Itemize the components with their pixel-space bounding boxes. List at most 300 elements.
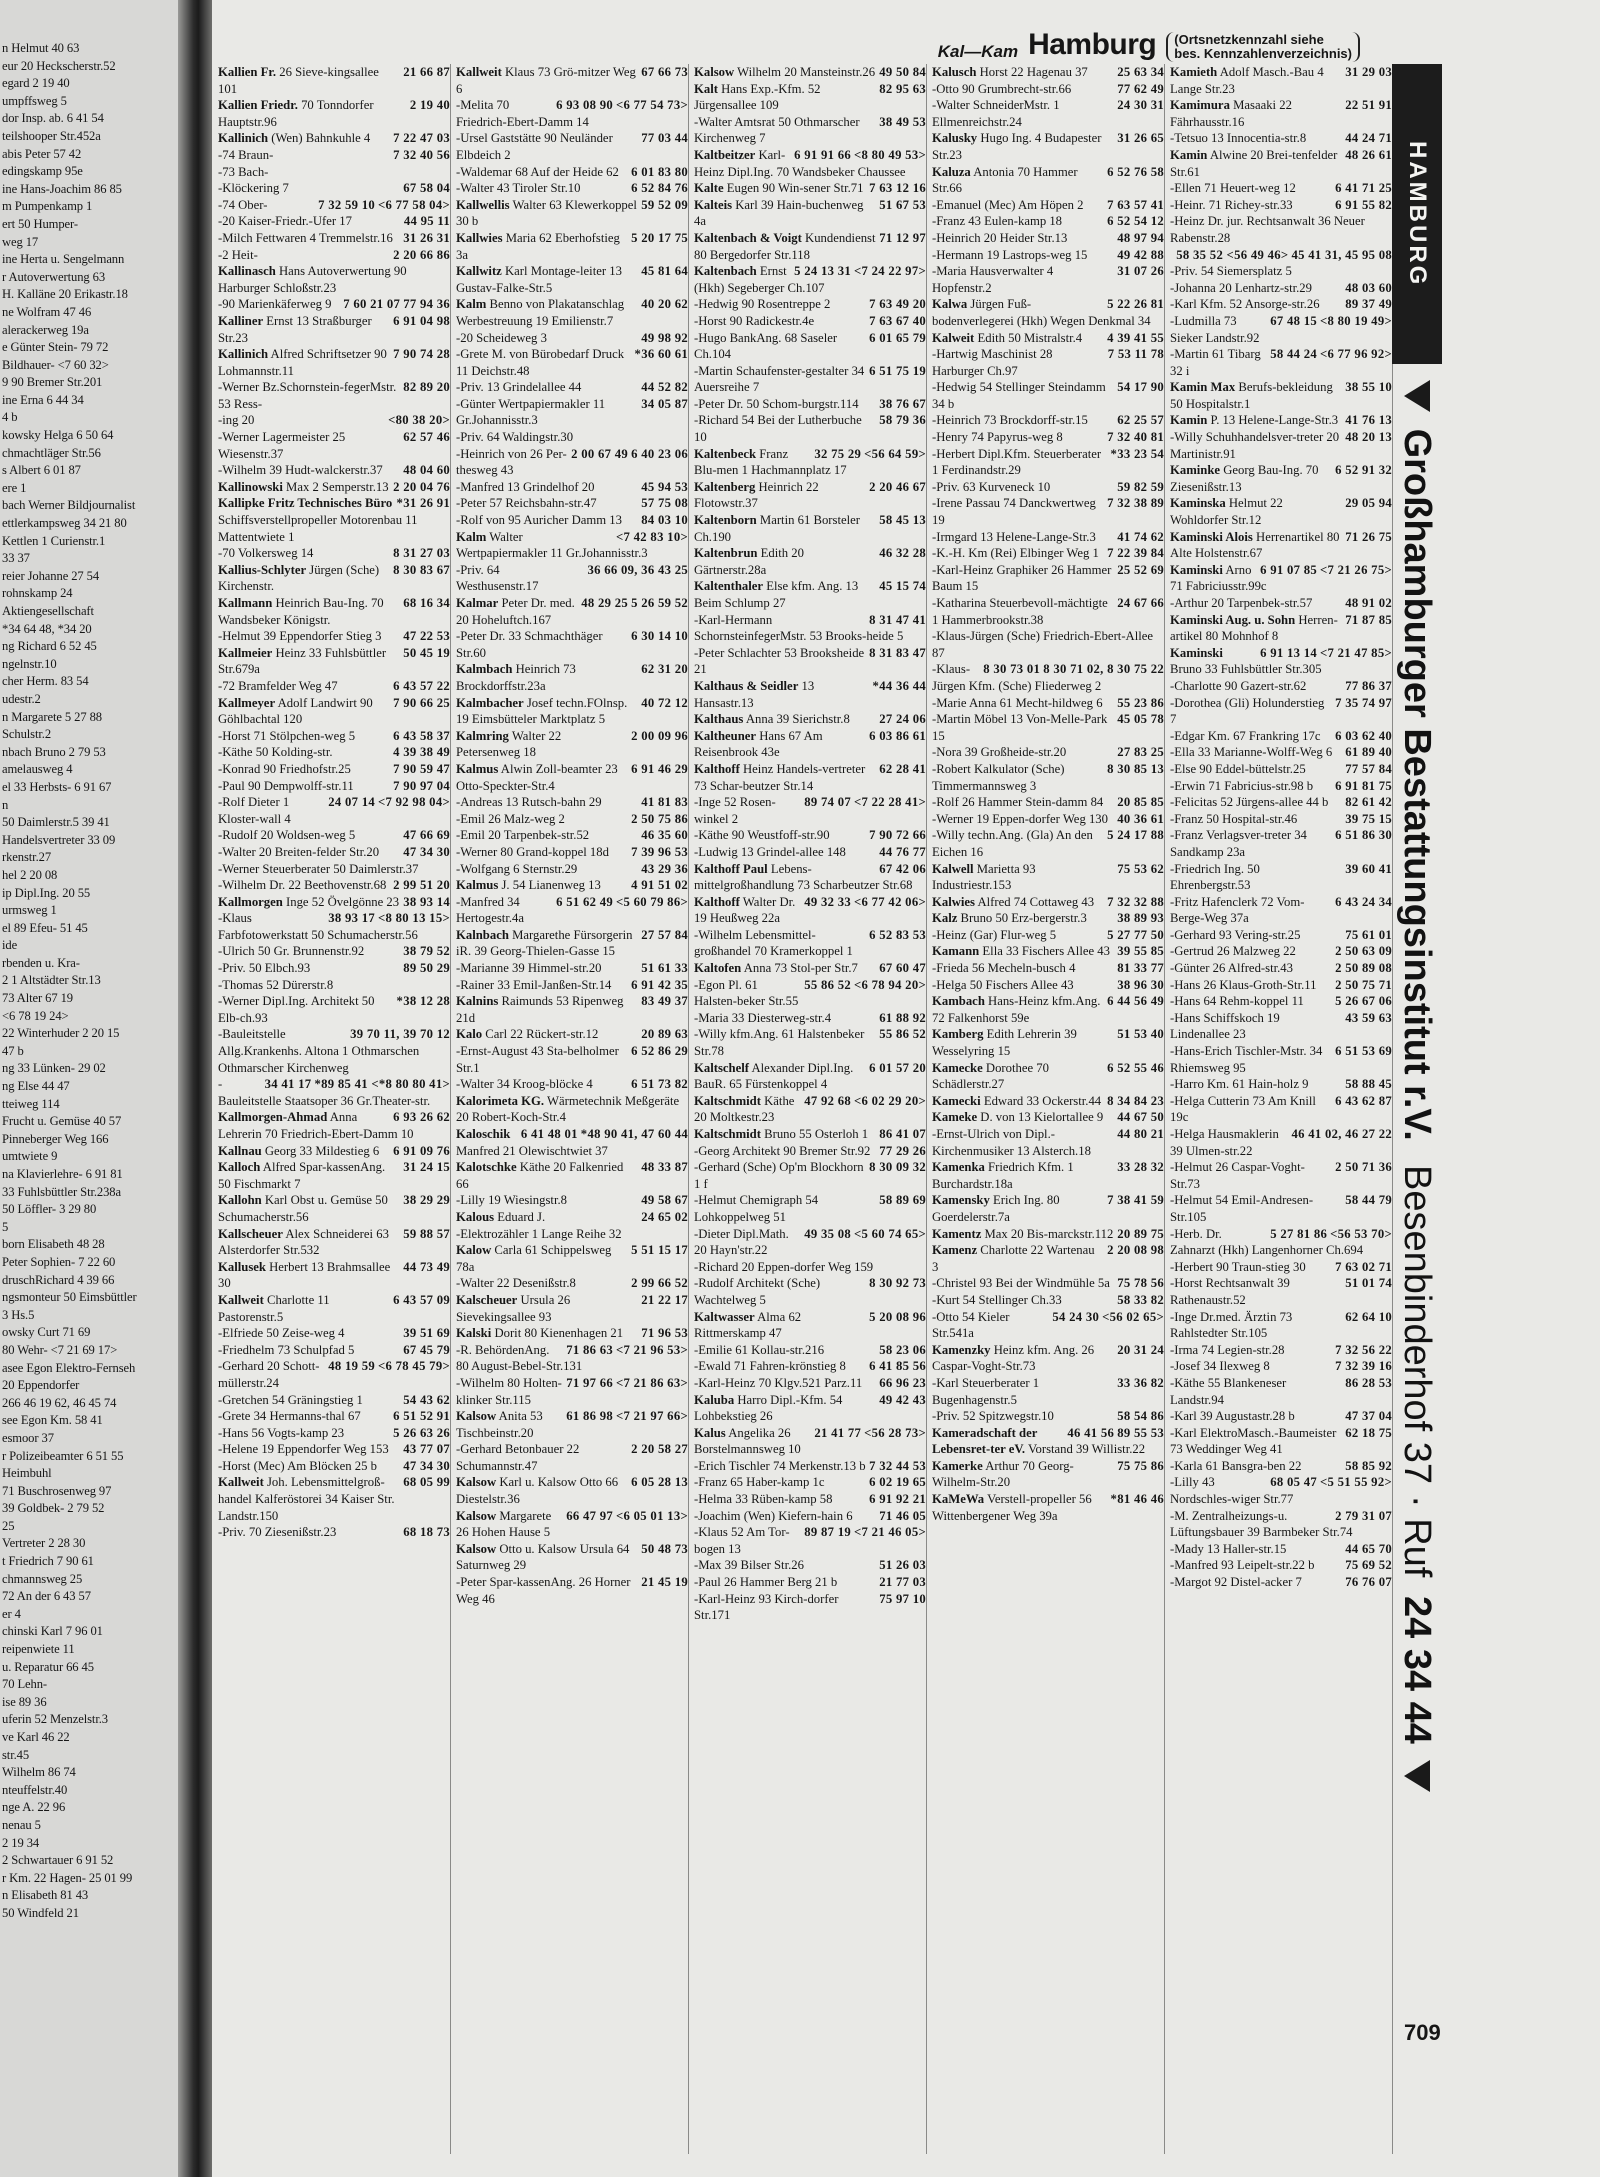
entry-details: Priv. 64 Waldingstr.30 <box>460 430 574 445</box>
entry-details: Karl-Heinz Dipl.Ing. 70 Wandsbeker Chaussee <box>694 147 906 179</box>
entry-dash: - <box>1170 1409 1175 1424</box>
directory-entry <box>218 545 450 562</box>
entry-details: Hans 67 Am Reisenbrook 43e <box>694 728 823 760</box>
entry-phone: 6 40 23 06 <box>631 446 688 461</box>
entry-dash: - <box>1170 264 1175 279</box>
entry-details: ing 20 <box>222 413 255 428</box>
entry-phone: 6 44 56 49 <box>1107 994 1164 1009</box>
entry-details: Herrenartikel 80 Alte Holstenstr.67 <box>1170 529 1340 561</box>
directory-entry <box>932 861 1164 894</box>
entry-phone: 22 51 91 <box>1345 98 1392 113</box>
entry-phone: 55 86 52 <box>879 1027 926 1042</box>
entry-dash: - <box>932 214 937 229</box>
directory-entry <box>694 728 926 761</box>
entry-dash: - <box>932 961 937 976</box>
entry-phone: 48 20 13 <box>1345 430 1392 445</box>
entry-dash: - <box>694 1375 699 1390</box>
directory-entry <box>456 1209 688 1226</box>
entry-phone: 46 35 60 <box>641 828 688 843</box>
entry-details: Richard 20 Eppen-dorfer Weg 159 <box>698 1259 874 1274</box>
entry-phone: 6 43 57 22 <box>393 678 450 693</box>
entry-details: Vorstand 39 Willistr.22 <box>1027 1442 1146 1457</box>
entry-phone: <6 77 58 04> <box>378 197 450 212</box>
directory-entry <box>456 1541 688 1574</box>
entry-name: Kaltenbrun <box>694 546 758 561</box>
book-gutter <box>178 0 212 2177</box>
entry-details: Herbert Dipl.Kfm. Steuerberater 1 Ferdinandstr.29 <box>932 446 1102 478</box>
entry-dash: - <box>456 795 461 810</box>
entry-dash: - <box>1170 761 1175 776</box>
entry-phone: 4 39 41 55 <box>1107 330 1164 345</box>
directory-entry <box>1170 1557 1392 1574</box>
entry-name: Kallweit <box>218 1475 264 1490</box>
entry-phone: 46 41 56 <box>1067 1425 1115 1440</box>
directory-entry <box>1170 1425 1392 1458</box>
entry-details: Friedrich Ing. 50 Ehrenbergstr.53 <box>1170 861 1260 893</box>
entry-dash: - <box>932 1292 937 1307</box>
entry-dash: - <box>456 98 461 113</box>
entry-phone: 31 26 65 <box>1117 131 1164 146</box>
directory-entry <box>694 578 926 611</box>
entry-dash: - <box>1170 1541 1175 1556</box>
entry-phone: 5 20 08 96 <box>869 1309 926 1324</box>
directory-entry <box>932 1109 1164 1126</box>
left-page-line: bach Werner Bildjournalist <box>2 498 136 513</box>
entry-name: Kaltheuner <box>694 728 757 743</box>
entry-details: Anna 73 Stol-per Str.7 <box>743 961 858 976</box>
entry-details: Heinrich von 26 Per-thesweg 43 <box>456 446 567 478</box>
left-page-line: nge A. 22 96 <box>2 1800 66 1815</box>
entry-details: Priv. 70 Ziesenißstr.23 <box>222 1525 337 1540</box>
entry-phone: <7 42 83 10> <box>616 529 688 544</box>
directory-entry <box>932 412 1164 429</box>
directory-entry <box>218 1458 450 1475</box>
entry-dash: - <box>1170 1375 1175 1390</box>
entry-phone: 51 67 53 <box>879 197 926 212</box>
entry-phone: 77 94 36 <box>403 297 450 312</box>
listing-column-3 <box>694 64 927 2154</box>
entry-dash: - <box>932 712 937 727</box>
entry-dash: - <box>218 1425 223 1440</box>
entry-phone: <6 02 29 20> <box>854 1093 926 1108</box>
listing-column-1 <box>218 64 451 2154</box>
entry-details: Bruno 50 Erz-bergerstr.3 <box>960 911 1087 926</box>
entry-dash: - <box>218 911 223 926</box>
entry-dash: - <box>694 1359 699 1374</box>
entry-name: Kalthoff <box>694 761 740 776</box>
entry-details: Maria 62 Eberhofstieg 3a <box>456 230 620 262</box>
entry-dash: - <box>218 1442 223 1457</box>
left-page-line: Vertreter 2 28 30 <box>2 1536 86 1551</box>
entry-name: Kalmbacher <box>456 695 524 710</box>
entry-details: Ludwig 13 Grindel-allee 148 <box>698 844 846 859</box>
entry-dash: - <box>456 562 461 577</box>
entry-details: Ernst-Ulrich von Dipl.-Kirchenmusiker 13 Alsterch.18 <box>932 1127 1091 1158</box>
entry-details: Hans-Heinz kfm.Ang. 72 Falkenhorst 59e <box>932 994 1101 1025</box>
entry-name: Kaltschmidt <box>694 1127 761 1141</box>
entry-phone: 2 20 58 27 <box>631 1442 688 1457</box>
entry-dash: - <box>694 1160 699 1175</box>
entry-dash: - <box>218 994 223 1009</box>
left-page-line: born Elisabeth 48 28 <box>2 1237 105 1252</box>
entry-dash: - <box>694 1492 699 1507</box>
directory-entry <box>456 479 688 496</box>
entry-phone: 5 26 63 26 <box>393 1425 450 1440</box>
entry-details: Heinz (Gar) Flur-weg 5 <box>936 927 1057 942</box>
entry-dash: - <box>218 778 223 793</box>
entry-dash: - <box>456 347 461 362</box>
directory-entry <box>218 412 450 429</box>
directory-entry <box>694 64 926 81</box>
directory-entry <box>932 695 1164 712</box>
entry-dash: - <box>1170 313 1175 328</box>
entry-name: Kalthoff <box>694 894 740 909</box>
entry-details: Heinz Dr. jur. Rechtsanwalt 36 Neuer Rabenstr.28 <box>1170 214 1365 245</box>
entry-details: Karl-Heinz 93 Kirch-dorfer Str.171 <box>694 1591 839 1623</box>
entry-details: Milch Fettwaren 4 Tremmelstr.16 <box>222 230 393 245</box>
entry-phone: 58 85 92 <box>1345 1458 1392 1473</box>
directory-entry <box>456 512 688 529</box>
directory-entry <box>456 1026 688 1043</box>
entry-details: Georg Architekt 90 Bremer Str.92 <box>698 1143 871 1158</box>
directory-entry <box>694 81 926 114</box>
entry-details: Wilhelm 39 Hudt-walckerstr.37 <box>222 463 383 478</box>
entry-name: Kaluza <box>932 164 971 179</box>
entry-phone: 44 65 70 <box>1345 1541 1392 1556</box>
entry-phone: 5 26 59 52 <box>631 596 688 610</box>
entry-phone: <7 21 96 53> <box>616 1342 688 1357</box>
entry-phone: 41 74 62 <box>1117 529 1164 544</box>
directory-entry <box>456 794 688 811</box>
directory-entry <box>218 595 450 628</box>
entry-details: Grete M. von Bürobedarf Druck 11 Deichstr.48 <box>456 347 625 378</box>
entry-phone: 58 88 45 <box>1345 1077 1392 1092</box>
entry-phone: 45 41 31, 45 95 08 <box>1291 247 1392 262</box>
entry-phone: 41 81 83 <box>641 795 688 810</box>
entry-phone: 6 30 14 10 <box>631 629 688 644</box>
entry-phone: 6 01 65 79 <box>869 330 926 345</box>
directory-entry <box>694 545 926 578</box>
entry-phone: 68 05 47 <box>1270 1475 1318 1490</box>
entry-dash: - <box>1170 1093 1175 1108</box>
entry-dash: - <box>456 1044 461 1059</box>
entry-phone: *33 23 54 <box>1110 446 1164 461</box>
entry-phone: <7 21 46 05> <box>854 1525 926 1540</box>
entry-phone: 40 20 62 <box>641 297 688 312</box>
entry-dash: - <box>1170 1044 1175 1059</box>
directory-entry <box>932 993 1164 1026</box>
directory-entry <box>1170 794 1392 811</box>
entry-name: Kaltofen <box>694 961 742 976</box>
directory-entry <box>456 495 688 512</box>
entry-details: Klaus-Jürgen Kfm. (Sche) Fliederweg 2 <box>932 662 1102 693</box>
entry-phone: <6 78 45 79> <box>378 1359 450 1374</box>
entry-details: Friedrich Kfm. 1 Burchardstr.18a <box>932 1160 1074 1191</box>
entry-details: 70 Tonndorfer Hauptstr.96 <box>218 98 374 129</box>
directory-entry <box>1170 960 1392 977</box>
left-page-line: ng 33 Lünken- 29 02 <box>2 1061 106 1076</box>
entry-details: Robert Kalkulator (Sche) Timmermannsweg 3 <box>932 761 1065 793</box>
left-page-line: 2 19 34 <box>2 1835 40 1850</box>
right-sidebar <box>1384 64 1446 2154</box>
directory-entry <box>932 1342 1164 1375</box>
entry-phone: 75 97 10 <box>879 1591 926 1606</box>
left-page-line: rbenden u. Kra- <box>2 955 80 970</box>
entry-dash: - <box>218 678 223 693</box>
directory-entry <box>1170 861 1392 894</box>
entry-phone: 27 57 84 <box>641 927 688 942</box>
left-page-line: 9 90 Bremer Str.201 <box>2 375 103 390</box>
entry-details: 26 Sieve-kingsallee 101 <box>218 65 379 96</box>
left-page-line: ere 1 <box>2 480 27 495</box>
entry-details: Walter 63 Klewerkoppel 30 b <box>456 197 637 229</box>
directory-entry <box>218 479 450 496</box>
directory-entry <box>694 1275 926 1308</box>
entry-dash: - <box>694 1193 699 1208</box>
entry-name: Kalski <box>456 1326 492 1341</box>
entry-phone: 43 77 07 <box>403 1442 450 1457</box>
entry-dash: - <box>218 230 223 245</box>
directory-entry <box>932 628 1164 661</box>
entry-details: Dorit 80 Kienenhagen 21 <box>494 1326 624 1341</box>
entry-details: Horst 22 Hagenau 37 <box>979 65 1088 79</box>
entry-phone: 39 60 41 <box>1345 861 1392 876</box>
entry-phone: <6 77 96 92> <box>1320 347 1392 362</box>
entry-details: Inge Dr.med. Ärztin 73 Rahlstedter Str.105 <box>1170 1309 1293 1341</box>
directory-entry <box>218 628 450 645</box>
directory-entry <box>932 1192 1164 1225</box>
directory-entry <box>456 1043 688 1076</box>
directory-entry <box>456 180 688 197</box>
entry-phone: 6 91 42 35 <box>631 977 688 992</box>
entry-phone: 6 52 84 76 <box>631 181 688 196</box>
left-page-line: rkenstr.27 <box>2 850 52 865</box>
entry-details: Joachim (Wen) Kiefern-hain 6 <box>698 1508 853 1523</box>
entry-details: Gretchen 54 Gräningstieg 1 <box>222 1392 363 1407</box>
directory-entry <box>456 761 688 794</box>
directory-entry <box>218 695 450 728</box>
entry-phone: 6 43 24 34 <box>1335 894 1392 909</box>
entry-details: Nora 39 Großheide-str.20 <box>936 745 1067 760</box>
entry-name: Kamann <box>932 944 980 959</box>
entry-phone: 54 43 62 <box>403 1392 450 1407</box>
entry-phone: 77 03 44 <box>641 131 688 146</box>
entry-dash: - <box>218 380 223 395</box>
entry-details: 74 Braun- <box>222 147 274 162</box>
entry-details: 74 Ober- <box>222 197 268 212</box>
entry-name: Kamimura <box>1170 98 1230 113</box>
left-page-line: reier Johanne 27 54 <box>2 568 100 583</box>
entry-phone: 71 97 66 <box>566 1375 614 1390</box>
entry-details: Wilhelm 20 Mansteinstr.26 <box>737 65 876 79</box>
left-page-line: tteiweg 114 <box>2 1096 60 1111</box>
entry-dash: - <box>1170 828 1175 843</box>
entry-phone: 58 89 69 <box>879 1193 926 1208</box>
entry-phone: 7 63 67 40 <box>869 313 926 328</box>
entry-details: Alma 62 Rittmerskamp 47 <box>694 1309 802 1341</box>
directory-entry <box>694 1375 926 1392</box>
entry-details: Emanuel (Mec) Am Höpen 2 <box>936 197 1084 212</box>
entry-name: Kalusch <box>932 65 977 79</box>
entry-details: Willy techn.Ang. (Gla) An den Eichen 16 <box>932 828 1093 859</box>
entry-phone: 77 86 37 <box>1345 678 1392 693</box>
left-page-line: ine Herta u. Sengelmann <box>2 252 125 267</box>
entry-details: Karl Steuerberater 1 Bugenhagenstr.5 <box>932 1375 1040 1407</box>
directory-entry <box>932 64 1164 81</box>
directory-entry <box>932 296 1164 329</box>
directory-entry <box>218 562 450 595</box>
entry-details: Horst Rechtsanwalt 39 Rathenaustr.52 <box>1170 1276 1290 1307</box>
entry-phone: 71 96 53 <box>641 1326 688 1341</box>
entry-details: (Wen) Bahnkuhle 4 <box>271 131 371 146</box>
entry-phone: *89 85 41 <*8 80 80 41> <box>314 1077 450 1092</box>
entry-phone: 44 76 77 <box>879 844 926 859</box>
entry-name: Kamecki <box>932 1093 981 1108</box>
directory-entry <box>218 379 450 412</box>
entry-phone: 38 93 17 <box>328 911 376 926</box>
directory-entry <box>1170 64 1392 97</box>
directory-entry <box>218 1226 450 1259</box>
left-page-line: n Elisabeth 81 43 <box>2 1888 89 1903</box>
entry-dash: - <box>456 844 461 859</box>
entry-details: Rudolf Architekt (Sche) Wachtelweg 5 <box>694 1276 821 1307</box>
entry-details: Karl Montage-leiter 13 Gustav-Falke-Str.5 <box>456 264 622 295</box>
entry-phone: 7 90 72 66 <box>869 828 926 843</box>
directory-entry <box>1170 778 1392 795</box>
directory-entry <box>218 462 450 479</box>
directory-entry <box>1170 993 1392 1010</box>
entry-dash: - <box>1170 1342 1175 1357</box>
left-page-line: e Günter Stein- 79 72 <box>2 340 109 355</box>
header-note-line2: bes. Kennzahlenverzeichnis) <box>1174 46 1352 61</box>
entry-name: Kalsow <box>456 1541 497 1556</box>
entry-phone: 6 43 62 87 <box>1335 1093 1392 1108</box>
entry-phone: 59 52 09 <box>641 197 688 212</box>
entry-phone: 6 41 71 25 <box>1335 181 1392 196</box>
entry-name: Kalthoff Paul <box>694 861 768 876</box>
entry-phone: 40 36 61 <box>1117 811 1164 826</box>
entry-dash: - <box>932 745 937 760</box>
directory-entry <box>694 1508 926 1525</box>
entry-details: Alex Schneiderei 63 Alsterdorfer Str.532 <box>218 1226 389 1258</box>
directory-entry <box>218 877 450 894</box>
directory-entry <box>218 429 450 462</box>
entry-dash: - <box>694 1276 699 1291</box>
entry-details: Hedwig 90 Rosentreppe 2 <box>698 297 831 312</box>
entry-phone: 5 24 13 31 <box>794 264 852 279</box>
directory-entry <box>694 1557 926 1574</box>
left-page-line: ng Else 44 47 <box>2 1079 70 1094</box>
entry-details: Christel 93 Bei der Windmühle 5a <box>936 1276 1110 1291</box>
entry-details: Alfred Spar-kassenAng. 50 Fischmarkt 7 <box>218 1160 386 1191</box>
entry-name: Kallscheuer <box>218 1226 283 1241</box>
entry-name: Kamenz <box>932 1243 978 1258</box>
entry-name: Kalthaus <box>694 712 744 727</box>
entry-details: Helga Hausmaklerin 39 Ulmen-str.22 <box>1170 1127 1279 1158</box>
entry-phone: 6 01 83 80 <box>631 164 688 179</box>
entry-phone: 67 45 79 <box>403 1342 450 1357</box>
entry-phone: 21 66 87 <box>403 65 450 79</box>
entry-name: Kaltschelf <box>694 1060 749 1075</box>
entry-name: Kaltenborn <box>694 513 757 528</box>
bestattung-ad <box>1390 374 1444 1974</box>
entry-details: Edith 20 Gärtnerstr.28a <box>694 546 804 577</box>
entry-phone: 2 00 67 49 <box>571 446 629 461</box>
entry-details: Ulrich 50 Gr. Brunnenstr.92 <box>222 944 365 959</box>
entry-dash: - <box>218 1342 223 1357</box>
entry-details: Werner 19 Eppen-dorfer Weg 130 <box>936 811 1108 826</box>
entry-phone: 6 91 09 76 <box>393 1143 450 1158</box>
entry-dash: - <box>218 1525 223 1540</box>
listing-column-2 <box>456 64 689 2154</box>
directory-entry <box>1170 1541 1392 1558</box>
entry-phone: 67 42 06 <box>879 861 926 876</box>
entry-name: Kaltbeitzer <box>694 147 756 162</box>
entry-phone: 71 87 85 <box>1345 612 1392 627</box>
entry-phone: 6 91 04 98 <box>393 313 450 328</box>
entry-details: Peter Schlachter 53 Brooksheide 21 <box>694 645 865 677</box>
entry-details: Gertrud 26 Malzweg 22 <box>1174 944 1296 959</box>
directory-entry <box>218 728 450 745</box>
entry-phone: 58 23 06 <box>879 1342 926 1357</box>
entry-phone: 71 46 05 <box>879 1508 926 1523</box>
directory-entry <box>932 545 1164 562</box>
entry-details: Günter 26 Alfred-str.43 <box>1174 961 1293 976</box>
entry-details: Edgar Km. 67 Frankring 17c <box>1174 728 1321 743</box>
directory-entry <box>218 1192 450 1225</box>
entry-details: Benno von Plakatanschlag Werbestreuung 19 Emilienstr.7 <box>456 297 625 328</box>
entry-phone: 48 29 25 <box>581 596 629 610</box>
entry-phone: 6 52 83 53 <box>869 927 926 942</box>
entry-phone: 49 98 92 <box>641 330 688 345</box>
left-page-line: 2 Schwartauer 6 91 52 <box>2 1853 114 1868</box>
directory-entry <box>932 263 1164 296</box>
entry-details: Wilhelm Lebensmittel-großhandel 70 Kramerkoppel 1 <box>694 927 853 959</box>
entry-details: Ella 33 Fischers Allee 43 <box>982 944 1110 959</box>
directory-entry <box>694 678 926 711</box>
entry-details: Herren-artikel 80 Mohnhof 8 <box>1170 612 1338 644</box>
entry-dash: - <box>456 1077 461 1092</box>
entry-details: Gerhard 20 Schott-müllerstr.24 <box>218 1359 320 1390</box>
entry-phone: 6 93 08 90 <box>556 98 614 113</box>
entry-details: Elektrozähler 1 Lange Reihe 32 <box>460 1226 622 1241</box>
directory-entry <box>694 230 926 263</box>
entry-phone: 67 58 04 <box>403 181 450 196</box>
entry-name: Kallmeyer <box>218 695 276 710</box>
entry-name: Kalsow <box>694 65 735 79</box>
directory-entry <box>1170 1043 1392 1076</box>
entry-name: Kalmus <box>456 878 499 893</box>
left-page-line: umpffsweg 5 <box>2 93 67 108</box>
left-page-line: 72 An der 6 43 57 <box>2 1589 91 1604</box>
entry-phone: 6 52 54 12 <box>1107 214 1164 229</box>
directory-entry <box>1170 695 1392 728</box>
left-page-line: udestr.2 <box>2 691 41 706</box>
entry-phone: 71 86 63 <box>566 1342 614 1357</box>
entry-dash: - <box>694 1508 699 1523</box>
entry-dash: - <box>218 297 223 312</box>
entry-details: Dorothea (Gli) Holunderstieg 7 <box>1170 695 1325 727</box>
entry-phone: 71 12 97 <box>879 230 926 245</box>
entry-details: Dorothee 70 Schädlerstr.27 <box>932 1060 1049 1092</box>
entry-details: Klaus Farbfotowerkstatt 50 Schumacherstr.56 <box>218 911 418 942</box>
directory-entry <box>218 861 450 878</box>
entry-phone: 24 07 14 <box>328 795 376 810</box>
left-page-line: urmsweg 1 <box>2 903 57 918</box>
directory-entry <box>694 1259 926 1276</box>
entry-details: Karl Obst u. Gemüse 50 Schumacherstr.56 <box>218 1193 388 1224</box>
entry-details: Elfriede 50 Zeise-weg 4 <box>222 1326 345 1341</box>
